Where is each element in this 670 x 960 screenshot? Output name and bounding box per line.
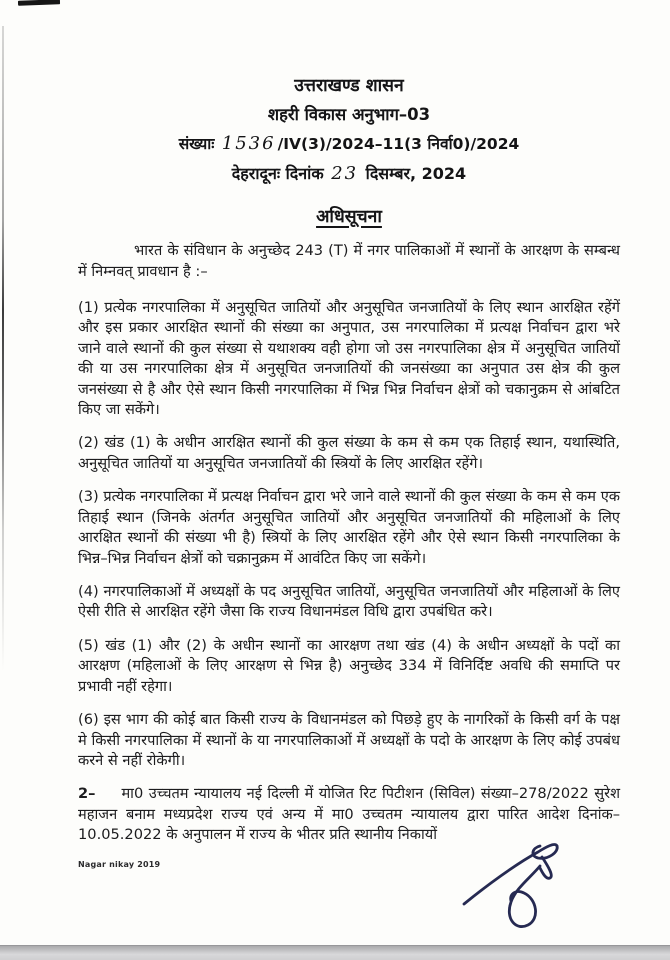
intro-paragraph: भारत के संविधान के अनुच्छेद 243 (T) में नगर पालिकाओं में स्थानों के आरक्षण के सम्बन्ध में निम्नवत् प्रावधान है :– (78, 242, 620, 280)
notification-title: अधिसूचना (316, 206, 382, 227)
handwritten-date-day: 23 (331, 163, 359, 185)
watermark-text: Nagar nikay 2019 (78, 859, 161, 869)
letterhead (78, 72, 620, 190)
scan-shadow-bottom (0, 945, 670, 960)
scan-artifact-top-mark (18, 0, 60, 6)
clause-5: (5) खंड (1) और (2) के अधीन स्थानों का आरक्षण तथा खंड (4) के अधीन अध्यक्षों के पदों का आरक्षण (महिलाओं के लिए आरक्षण से भिन्न है) अनुच्छेद 334 में विनिर्दिष्ट अवधि की समाप्ति पर प्रभावी नहीं रहेगा। (78, 636, 620, 695)
clause-6: (6) इस भाग की कोई बात किसी राज्य के विधानमंडल को पिछड़े हुए के नागरिकों के किसी वर्ग के पक्ष मे किसी नगरपालिका में स्थानों के या नगरपालिकाओं में अध्यक्षों के पदो के आरक्षण के लिए कोई उपबंध करने से नहीं रोकेगी। (78, 711, 620, 769)
scan-artifact-left-edge (2, 26, 4, 671)
clause-2: (2) खंड (1) के अधीन आरक्षित स्थानों की कुल संख्या के कम से कम एक तिहाई स्थान, यथास्थिति, अनुसूचित जातियों या अनुसूचित जनजातियों की स्त्रियों के लिए आरक्षित रहेंगे। (78, 434, 620, 472)
government-name: उत्तराखण्ड शासन (294, 76, 404, 96)
document-content (78, 72, 620, 870)
paragraph-2-number: 2– (78, 785, 96, 803)
place-date-line (78, 159, 620, 189)
clause-3: (3) प्रत्येक नगरपालिका में प्रत्यक्ष निर्वाचन द्वारा भरे जाने वाले स्थानों की कुल संख्या के कम से कम एक तिहाई स्थान (जिनके अंतर्गत अनुसूचित जातियों और अनुसूचित जनजातियों की महिलाओं के लिए आरक्षित स्थानों की संख्या भी है) स्त्रियों के लिए आरक्षित रहेंगे और ऐसे स्थान किसी नगरपालिका के भिन्न–भिन्न निर्वाचन क्षेत्रों को चक्रानुक्रम में आवंटित किए जा सकेंगे। (78, 488, 620, 567)
paragraph-2 (78, 784, 620, 845)
clause-1: (1) प्रत्येक नगरपालिका में अनुसूचित जातियों और अनुसूचित जनजातियों के लिए स्थान आरक्षित रहेंगें और इस प्रकार आरक्षित स्थानों की संख्या का अनुपात, उस नगरपालिका में प्रत्यक्ष निर्वाचन द्वारा भरे जाने वाले स्थानों की कुल संख्या से यथाशक्य वही होगा जो उस नगरपालिका क्षेत्र में अनुसूचित जातियों की या उस नगरपालिका क्षेत्र में अनुसूचित जनजातियों की जनसंख्या का अनुपात उस क्षेत्र की कुल जनसंख्या से है और ऐसे स्थान किसी नगरपालिका में भिन्न भिन्न निर्वाचन क्षेत्रों को चकानुक्रम से आंबटित किए जा सकेंगे। (78, 298, 620, 419)
place-date-prefix: देहरादूनः दिनांक (231, 164, 324, 184)
signature-stroke-teardrop (509, 866, 540, 927)
handwritten-signature (458, 838, 590, 932)
reference-number-rest: /IV(3)/2024–11(3 निर्वा0)/2024 (277, 135, 520, 154)
handwritten-reference-number: 1536 (221, 133, 276, 155)
department-line: शहरी विकास अनुभाग–03 (267, 105, 431, 125)
place-date-suffix: दिसम्बर, 2024 (365, 164, 467, 184)
signature-stroke-loop (533, 846, 557, 878)
clause-4: (4) नगरपालिकाओं में अध्यक्षों के पद अनुसूचित जातियों, अनुसूचित जनजातियों और महिलाओं के लिए ऐसी रीति से आरक्षित रहेंगे जैसा कि राज्य विधानमंडल विधि द्वारा उपबंधित करे। (78, 582, 620, 621)
reference-number-label: संख्याः (178, 135, 220, 154)
paragraph-2-text: मा0 उच्चतम न्यायालय नई दिल्ली में योजित रिट पिटीशन (सिविल) संख्या–278/2022 सुरेश महाजन बनाम मध्यप्रदेश राज्य एवं अन्य में मा0 उच्चतम न्यायालय द्वारा पारित आदेश दिनांक–10.05.2022 के अनुपालन में राज्य के भीतर प्रति स्थानीय निकायों (78, 785, 620, 844)
reference-number-line (78, 129, 620, 159)
